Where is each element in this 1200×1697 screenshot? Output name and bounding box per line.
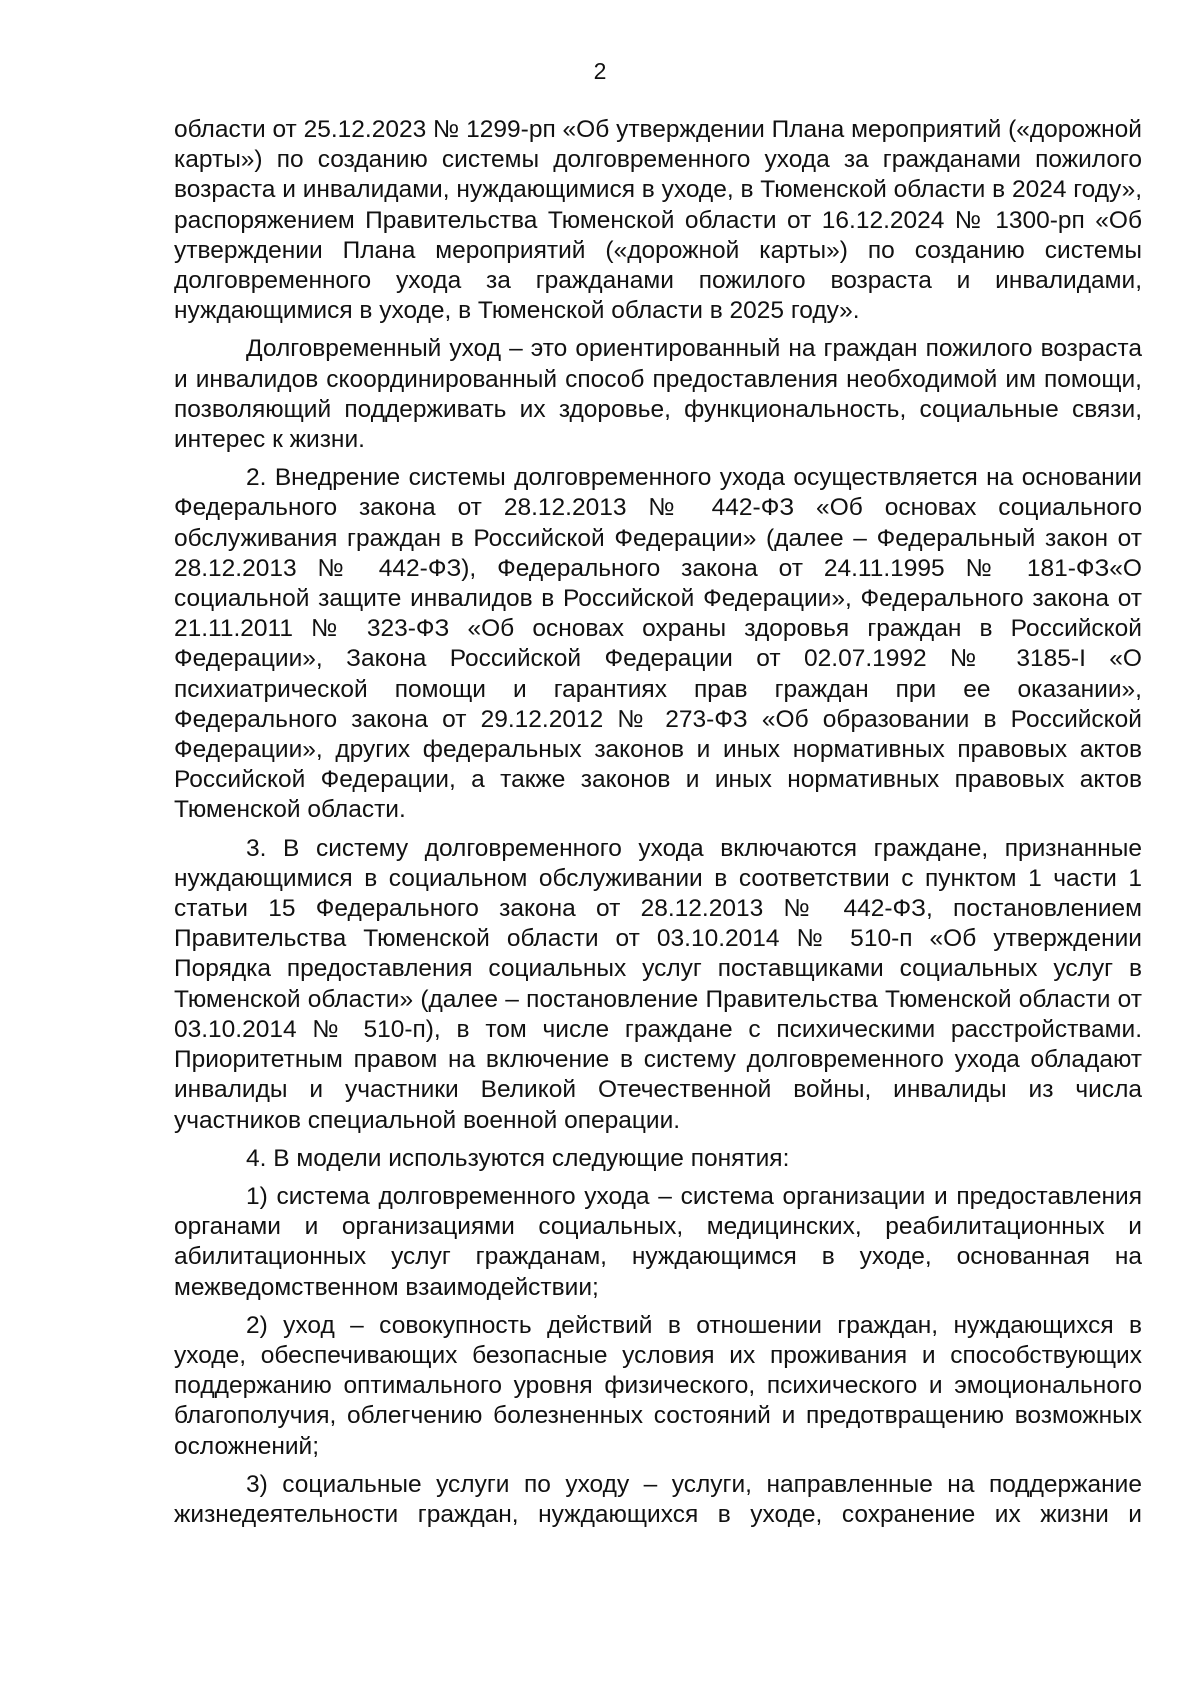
paragraph-continuation: области от 25.12.2023 № 1299-рп «Об утверждении Плана мероприятий («дорожной карты») по созданию системы долговременного ухода за гражданами пожилого возраста и инвалидами, нуждающимися в уходе, в Тюменской области в 2024 году», распоряжением Правительства Тюменской области от 16.12.2024 № 1300-рп «Об утверждении Плана мероприятий («дорожной карты») по созданию системы долговременного ухода за гражданами пожилого возраста и инвалидами, нуждающимися в уходе, в Тюменской области в 2025 году».: [174, 116, 1142, 325]
paragraph-subitem-3: 3) социальные услуги по уходу – услуги, направленные на поддержание жизнедеятельности граждан, нуждающихся в уходе, сохранение их жизни и: [174, 1470, 1142, 1528]
paragraph-definition-long-term-care: Долговременный уход – это ориентированный на граждан пожилого возраста и инвалидов скоординированный способ предоставления необходимой им помощи, позволяющий поддерживать их здоровье, функциональность, социальные связи, интерес к жизни.: [174, 335, 1142, 454]
page-number: 2: [593, 58, 607, 84]
paragraph-subitem-2: 2) уход – совокупность действий в отношении граждан, нуждающихся в уходе, обеспечивающих безопасные условия их проживания и способствующих поддержанию оптимального уровня физического, психического и эмоционального благополучия, облегчению болезненных состояний и предотвращению возможных осложнений;: [174, 1311, 1142, 1460]
paragraph-item-4: 4. В модели используются следующие понятия:: [246, 1144, 790, 1172]
paragraph-item-3: 3. В систему долговременного ухода включаются граждане, признанные нуждающимися в социальном обслуживании в соответствии с пунктом 1 части 1 статьи 15 Федерального закона от 28.12.2013 № 442-ФЗ, постановлением Правительства Тюменской области от 03.10.2014 № 510-п «Об утверждении Порядка предоставления социальных услуг поставщиками социальных услуг в Тюменской области» (далее – постановление Правительства Тюменской области от 03.10.2014 № 510-п), в том числе граждане с психическими расстройствами. Приоритетным правом на включение в систему долговременного ухода обладают инвалиды и участники Великой Отечественной войны, инвалиды из числа участников специальной военной операции.: [174, 834, 1142, 1134]
document-body: [174, 115, 1142, 1538]
paragraph-item-2: 2. Внедрение системы долговременного ухода осуществляется на основании Федерального закона от 28.12.2013 № 442-ФЗ «Об основах социального обслуживания граждан в Российской Федерации» (далее – Федеральный закон от 28.12.2013 № 442-ФЗ), Федерального закона от 24.11.1995 № 181-ФЗ«О социальной защите инвалидов в Российской Федерации», Федерального закона от 21.11.2011 № 323-ФЗ «Об основах охраны здоровья граждан в Российской Федерации», Закона Российской Федерации от 02.07.1992 № 3185-I «О психиатрической помощи и гарантиях прав граждан при ее оказании», Федерального закона от 29.12.2012 № 273-ФЗ «Об образовании в Российской Федерации», других федеральных законов и иных нормативных правовых актов Российской Федерации, а также законов и иных нормативных правовых актов Тюменской области.: [174, 464, 1142, 824]
paragraph-subitem-1: 1) система долговременного ухода – система организации и предоставления органами и организациями социальных, медицинских, реабилитационных и абилитационных услуг гражданам, нуждающимся в уходе, основанная на межведомственном взаимодействии;: [174, 1182, 1142, 1301]
